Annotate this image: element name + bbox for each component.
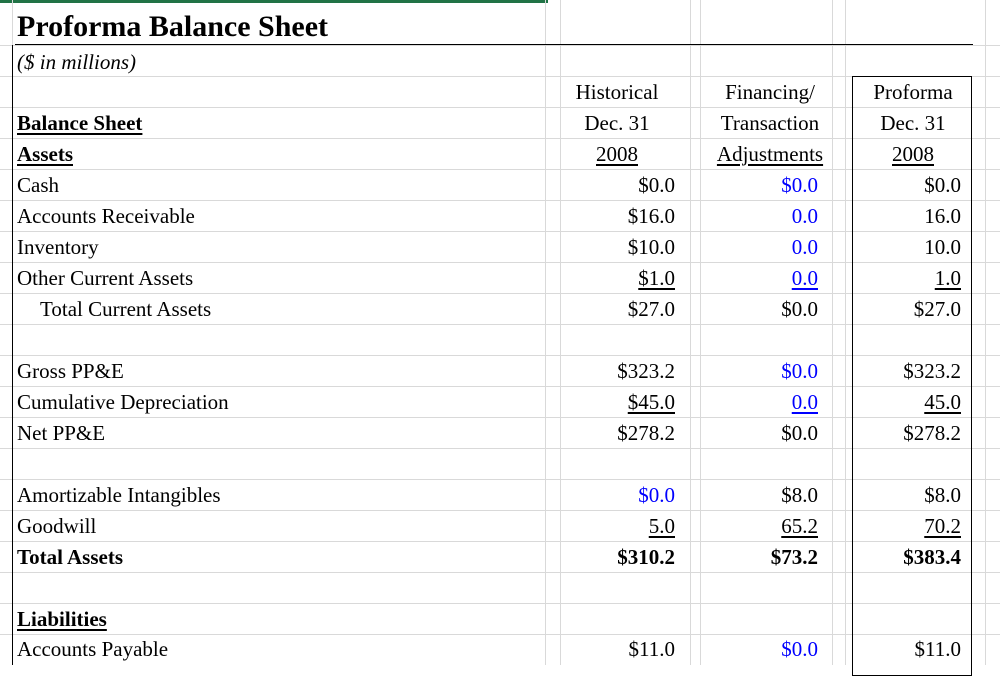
cell-cash-adjustment[interactable]: $0.0 — [781, 173, 818, 197]
cell-cum-dep-historical[interactable]: $45.0 — [627, 390, 675, 414]
cell-ar-historical[interactable]: $16.0 — [627, 204, 675, 228]
section-assets[interactable]: Assets — [17, 142, 73, 166]
gridline — [545, 0, 546, 665]
cell-gross-ppe-proforma[interactable]: $323.2 — [903, 359, 961, 383]
cell-amort-proforma[interactable]: $8.0 — [924, 483, 961, 507]
row-label-gross-ppe[interactable]: Gross PP&E — [17, 359, 124, 383]
row-label-accounts-payable[interactable]: Accounts Payable — [17, 637, 169, 661]
cell-cum-dep-adjustment[interactable]: 0.0 — [791, 390, 818, 414]
header-historical-line2[interactable]: Dec. 31 — [584, 111, 650, 135]
cell-ar-adjustment[interactable]: 0.0 — [791, 204, 818, 228]
cell-ap-historical[interactable]: $11.0 — [628, 637, 675, 661]
gridline — [690, 0, 691, 665]
header-proforma-line2[interactable]: Dec. 31 — [880, 111, 946, 135]
cell-ar-proforma[interactable]: 16.0 — [924, 204, 961, 228]
header-historical-line3[interactable] — [547, 139, 687, 170]
cell-oca-historical[interactable]: $1.0 — [638, 266, 675, 290]
header-adjustments-line3[interactable] — [700, 139, 840, 170]
row-label-cash[interactable]: Cash — [17, 173, 59, 197]
header-historical-line1[interactable]: Historical — [575, 80, 659, 104]
row-label-net-ppe[interactable]: Net PP&E — [17, 421, 106, 445]
row-label-inventory[interactable]: Inventory — [17, 235, 99, 259]
cell-net-ppe-proforma[interactable]: $278.2 — [903, 421, 961, 445]
cell-cash-historical[interactable]: $0.0 — [638, 173, 675, 197]
sheet-subtitle[interactable]: ($ in millions) — [17, 50, 136, 74]
cell-goodwill-proforma[interactable]: 70.2 — [924, 514, 961, 538]
cell-oca-adjustment[interactable]: 0.0 — [791, 266, 818, 290]
cell-net-ppe-adjustment[interactable]: $0.0 — [781, 421, 818, 445]
cell-oca-proforma[interactable]: 1.0 — [934, 266, 961, 290]
cell-tca-proforma[interactable]: $27.0 — [913, 297, 961, 321]
cell-tca-adjustment[interactable]: $0.0 — [781, 297, 818, 321]
row-label-amortizable-intangibles[interactable]: Amortizable Intangibles — [17, 483, 221, 507]
title-underline — [15, 44, 973, 45]
row-label-total-current-assets[interactable]: Total Current Assets — [40, 297, 212, 321]
cell-cash-proforma[interactable]: $0.0 — [924, 173, 961, 197]
cell-goodwill-historical[interactable]: 5.0 — [648, 514, 675, 538]
cell-amort-historical[interactable]: $0.0 — [638, 483, 675, 507]
cell-total-assets-historical[interactable]: $310.2 — [617, 545, 675, 569]
header-proforma-line1[interactable]: Proforma — [873, 80, 953, 104]
gridline — [0, 541, 1000, 542]
row-label-total-assets[interactable]: Total Assets — [17, 545, 123, 569]
table-left-border — [12, 45, 13, 665]
cell-tca-historical[interactable]: $27.0 — [627, 297, 675, 321]
gridline — [0, 572, 1000, 573]
cell-total-assets-proforma[interactable]: $383.4 — [903, 545, 961, 569]
active-cell-accent — [0, 0, 548, 3]
header-proforma-year: 2008 — [892, 142, 934, 166]
cell-total-assets-adjustment[interactable]: $73.2 — [770, 545, 818, 569]
cell-cum-dep-proforma[interactable]: 45.0 — [924, 390, 961, 414]
header-proforma-line3[interactable] — [843, 139, 983, 170]
header-adjustments-line1[interactable]: Financing/ — [725, 80, 815, 104]
cell-gross-ppe-historical[interactable]: $323.2 — [617, 359, 675, 383]
cell-amort-adjustment[interactable]: $8.0 — [781, 483, 818, 507]
header-adjustments-label: Adjustments — [716, 142, 824, 166]
cell-gross-ppe-adjustment[interactable]: $0.0 — [781, 359, 818, 383]
cell-inventory-proforma[interactable]: 10.0 — [924, 235, 961, 259]
header-historical-year: 2008 — [596, 142, 638, 166]
cell-goodwill-adjustment[interactable]: 65.2 — [781, 514, 818, 538]
row-label-accounts-receivable[interactable]: Accounts Receivable — [17, 204, 195, 228]
gridline — [0, 603, 1000, 604]
sheet-title[interactable]: Proforma Balance Sheet — [17, 10, 329, 43]
row-label-other-current-assets[interactable]: Other Current Assets — [17, 266, 194, 290]
gridline — [985, 0, 986, 665]
row-label-goodwill[interactable]: Goodwill — [17, 514, 97, 538]
cell-inventory-historical[interactable]: $10.0 — [627, 235, 675, 259]
cell-inventory-adjustment[interactable]: 0.0 — [791, 235, 818, 259]
gridline — [0, 448, 1000, 449]
section-balance-sheet[interactable]: Balance Sheet — [17, 111, 143, 135]
row-label-cumulative-depreciation[interactable]: Cumulative Depreciation — [17, 390, 229, 414]
cell-ap-proforma[interactable]: $11.0 — [914, 637, 961, 661]
section-liabilities[interactable]: Liabilities — [17, 607, 107, 631]
cell-net-ppe-historical[interactable]: $278.2 — [617, 421, 675, 445]
header-adjustments-line2[interactable]: Transaction — [720, 111, 820, 135]
gridline — [0, 355, 1000, 356]
cell-ap-adjustment[interactable]: $0.0 — [781, 637, 818, 661]
